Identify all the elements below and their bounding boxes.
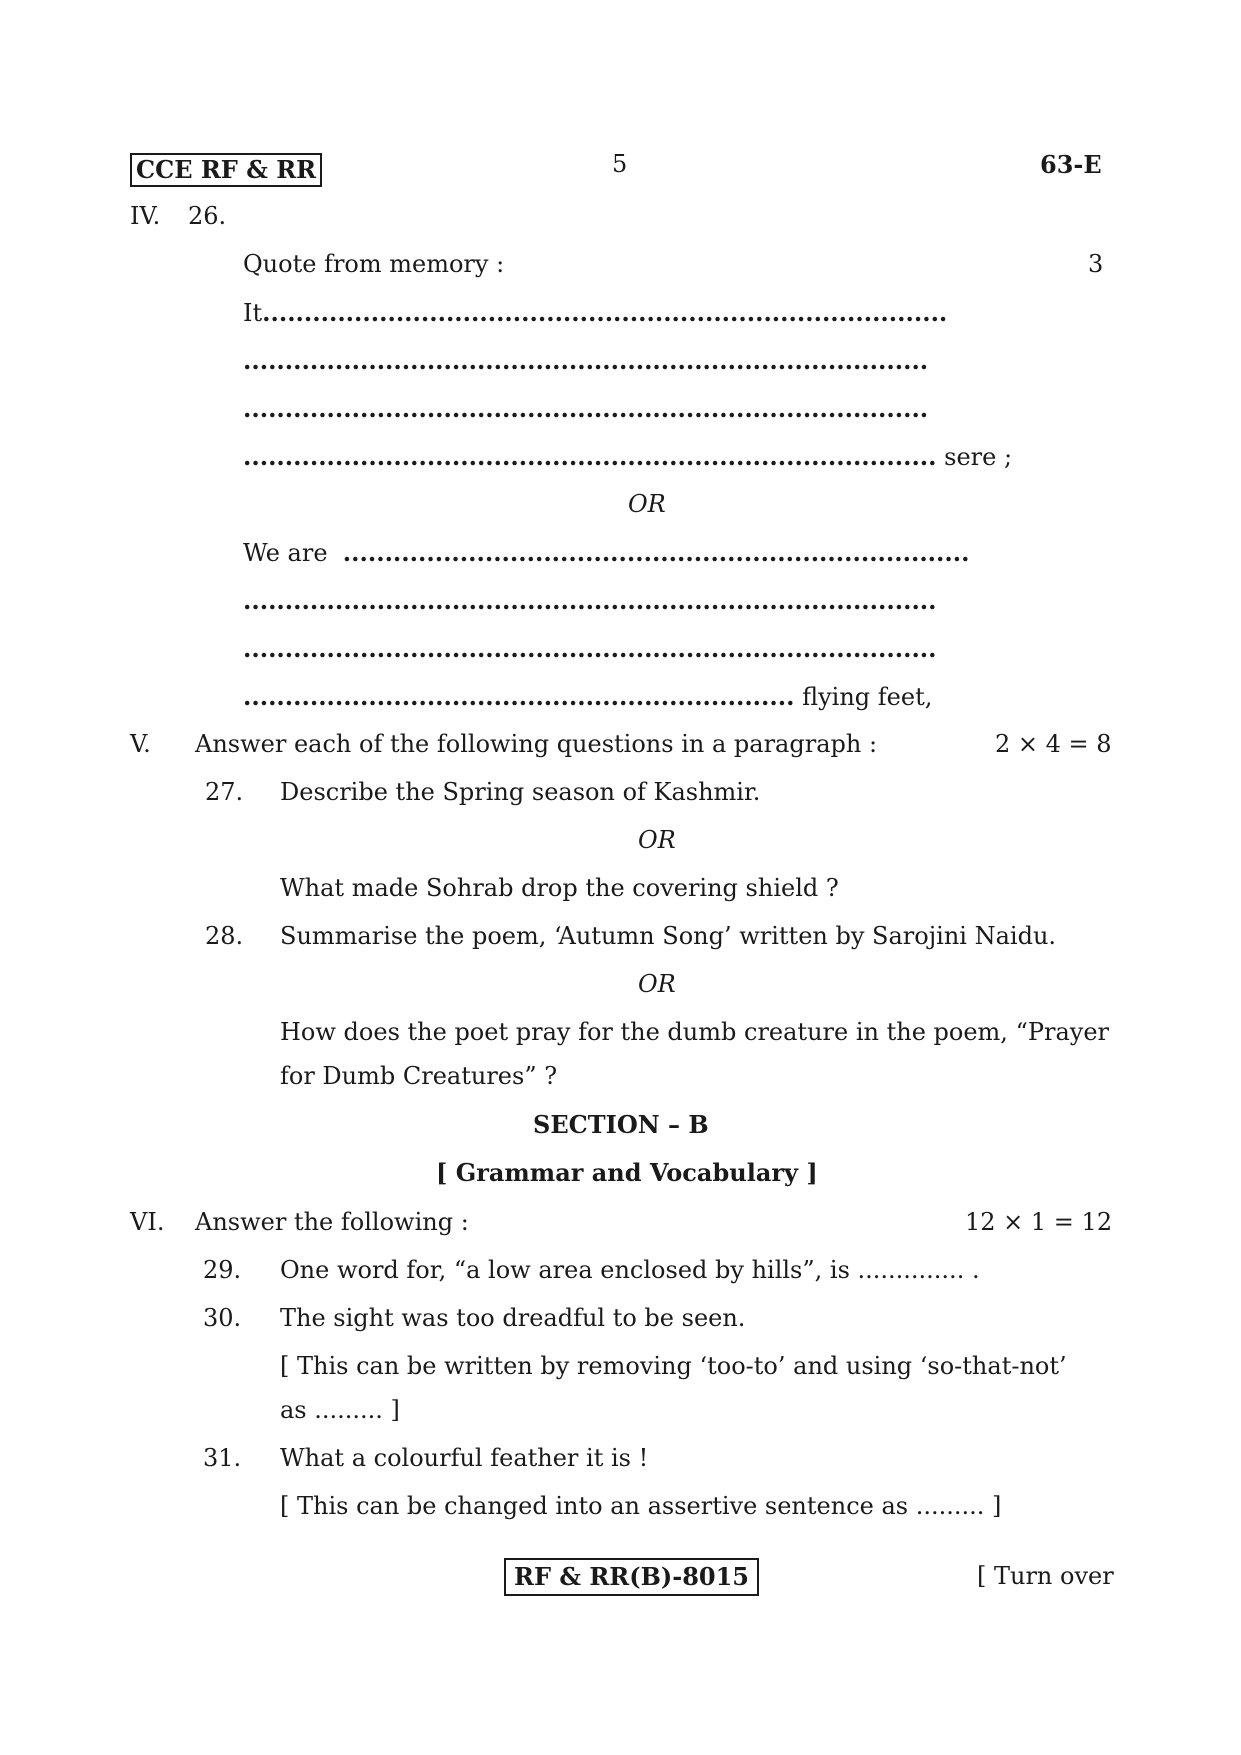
stanza1-line1-dots: ..................................................................................: [262, 298, 948, 327]
stanza2-line3: ...................................................................................: [243, 634, 937, 663]
stanza1-line1-start: It: [243, 299, 263, 327]
page-number: 5: [612, 150, 628, 178]
question-28-number: 28.: [205, 922, 244, 950]
section-v-marks: 2 × 4 = 8: [995, 730, 1112, 758]
or-separator-27: OR: [638, 826, 676, 854]
stanza2-line4-dots: ..................................................................: [243, 682, 795, 711]
question-30-hint-line1: [ This can be written by removing ‘too-to’ and using ‘so-that-not’: [280, 1352, 1067, 1380]
or-separator-iv: OR: [628, 490, 666, 518]
stanza2-line1: [243, 538, 969, 567]
question-27-number: 27.: [205, 778, 244, 806]
stanza1-line2: ..................................................................................: [243, 346, 929, 375]
section-vi-instruction: Answer the following :: [195, 1208, 469, 1236]
paper-code: 63-E: [1040, 150, 1102, 179]
section-vi-roman: VI.: [130, 1208, 165, 1236]
quote-instruction: Quote from memory :: [243, 250, 505, 278]
question-30-text: The sight was too dreadful to be seen.: [280, 1304, 746, 1332]
header-code-box: CCE RF & RR: [130, 153, 322, 187]
stanza2-line4: [243, 682, 932, 711]
stanza1-line4-end: sere ;: [944, 443, 1013, 471]
section-b-subtitle: [ Grammar and Vocabulary ]: [436, 1158, 818, 1187]
stanza2-line2: ...................................................................................: [243, 586, 937, 615]
turn-over-note: [ Turn over: [977, 1562, 1114, 1590]
section-v-instruction: Answer each of the following questions in a paragraph :: [195, 730, 878, 758]
stanza1-line3: ..................................................................................: [243, 394, 929, 423]
section-b-title: SECTION – B: [533, 1110, 709, 1139]
question-30-number: 30.: [203, 1304, 242, 1332]
question-29-number: 29.: [203, 1256, 242, 1284]
question-27-alt: What made Sohrab drop the covering shield ?: [280, 874, 839, 902]
stanza2-line1-dots: ...........................................................................: [342, 538, 970, 567]
question-28-text: Summarise the poem, ‘Autumn Song’ written by Sarojini Naidu.: [280, 922, 1057, 950]
question-31-hint: [ This can be changed into an assertive sentence as ......... ]: [280, 1492, 1002, 1520]
or-separator-28: OR: [638, 970, 676, 998]
stanza2-line4-end: flying feet,: [802, 683, 933, 711]
question-28-alt-line1: How does the poet pray for the dumb creature in the poem, “Prayer: [280, 1018, 1109, 1046]
stanza1-line4-dots: ...................................................................................: [243, 442, 937, 471]
question-29-text: One word for, “a low area enclosed by hills”, is .............. .: [280, 1256, 980, 1284]
question-28-alt-line2: for Dumb Creatures” ?: [280, 1062, 558, 1090]
question-27-text: Describe the Spring season of Kashmir.: [280, 778, 761, 806]
question-31-number: 31.: [203, 1444, 242, 1472]
stanza2-line1-start: We are: [243, 539, 328, 567]
section-v-roman: V.: [130, 730, 151, 758]
footer-code-box: RF & RR(B)-8015: [504, 1558, 759, 1596]
section-iv-roman: IV.: [130, 202, 161, 230]
stanza1-line4: [243, 442, 1012, 471]
question-26-number: 26.: [188, 202, 227, 230]
section-vi-marks: 12 × 1 = 12: [965, 1208, 1113, 1236]
question-30-hint-line2: as ......... ]: [280, 1396, 400, 1424]
question-31-text: What a colourful feather it is !: [280, 1444, 649, 1472]
stanza1-line1: [243, 298, 947, 327]
quote-marks: 3: [1088, 250, 1104, 278]
